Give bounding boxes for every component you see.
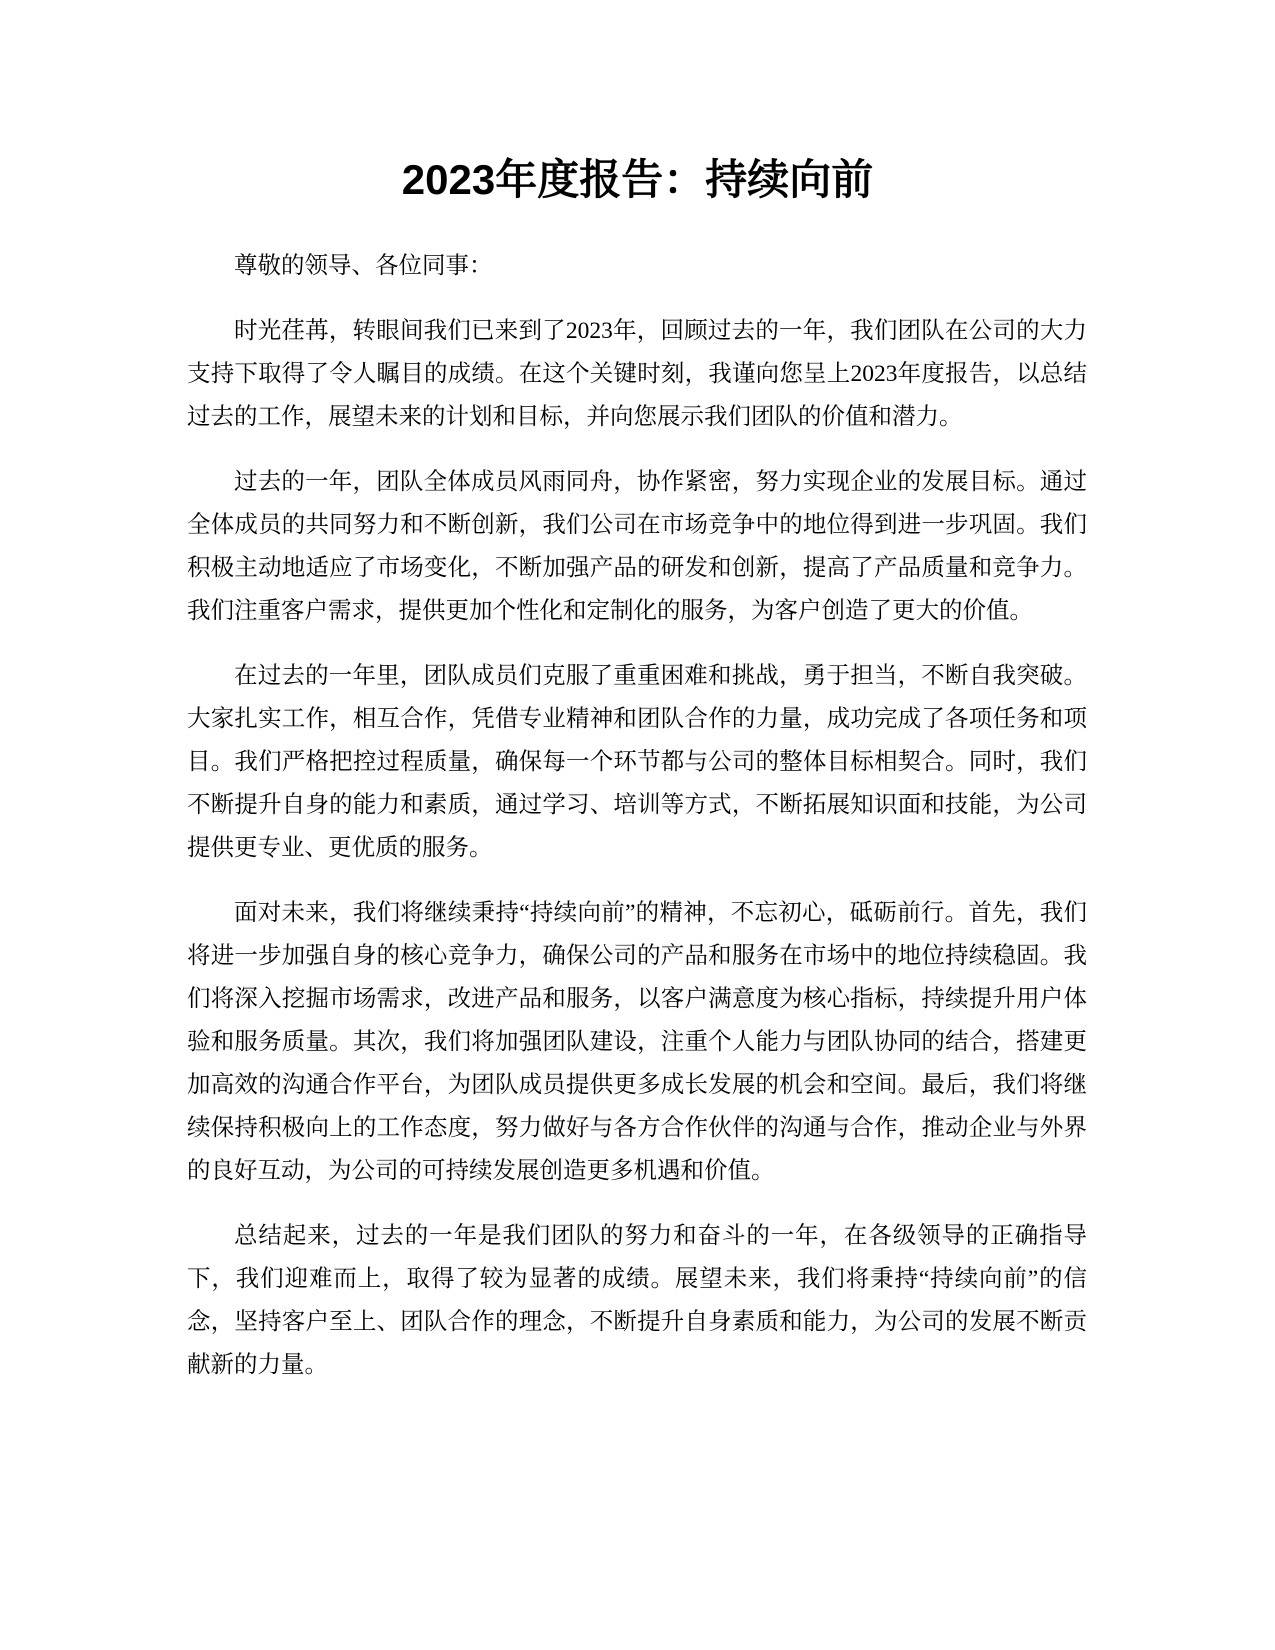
paragraph-1: 时光荏苒，转眼间我们已来到了2023年，回顾过去的一年，我们团队在公司的大力支持下取得了令人瞩目的成绩。在这个关键时刻，我谨向您呈上2023年度报告，以总结过去的工作，展望未来的计划和目标，并向您展示我们团队的价值和潜力。 xyxy=(187,318,1087,430)
paragraph-4: 面对未来，我们将继续秉持“持续向前”的精神，不忘初心，砥砺前行。首先，我们将进一步加强自身的核心竞争力，确保公司的产品和服务在市场中的地位持续稳固。我们将深入挖掘市场需求，改进产品和服务，以客户满意度为核心指标，持续提升用户体验和服务质量。其次，我们将加强团队建设，注重个人能力与团队协同的结合，搭建更加高效的沟通合作平台，为团队成员提供更多成长发展的机会和空间。最后，我们将继续保持积极向上的工作态度，努力做好与各方合作伙伴的沟通与合作，推动企业与外界的良好互动，为公司的可持续发展创造更多机遇和价值。 xyxy=(187,900,1087,1184)
paragraph-2: 过去的一年，团队全体成员风雨同舟，协作紧密，努力实现企业的发展目标。通过全体成员的共同努力和不断创新，我们公司在市场竞争中的地位得到进一步巩固。我们积极主动地适应了市场变化，不断加强产品的研发和创新，提高了产品质量和竞争力。我们注重客户需求，提供更加个性化和定制化的服务，为客户创造了更大的价值。 xyxy=(187,469,1087,624)
salutation: 尊敬的领导、各位同事： xyxy=(234,253,493,279)
document-title: 2023年度报告：持续向前 xyxy=(401,156,874,203)
paragraph-3: 在过去的一年里，团队成员们克服了重重困难和挑战，勇于担当，不断自我突破。大家扎实工作，相互合作，凭借专业精神和团队合作的力量，成功完成了各项任务和项目。我们严格把控过程质量，确保每一个环节都与公司的整体目标相契合。同时，我们不断提升自身的能力和素质，通过学习、培训等方式，不断拓展知识面和技能，为公司提供更专业、更优质的服务。 xyxy=(187,663,1087,861)
document-body xyxy=(187,245,1087,1409)
paragraph-5: 总结起来，过去的一年是我们团队的努力和奋斗的一年，在各级领导的正确指导下，我们迎难而上，取得了较为显著的成绩。展望未来，我们将秉持“持续向前”的信念，坚持客户至上、团队合作的理念，不断提升自身素质和能力，为公司的发展不断贡献新的力量。 xyxy=(187,1223,1087,1378)
